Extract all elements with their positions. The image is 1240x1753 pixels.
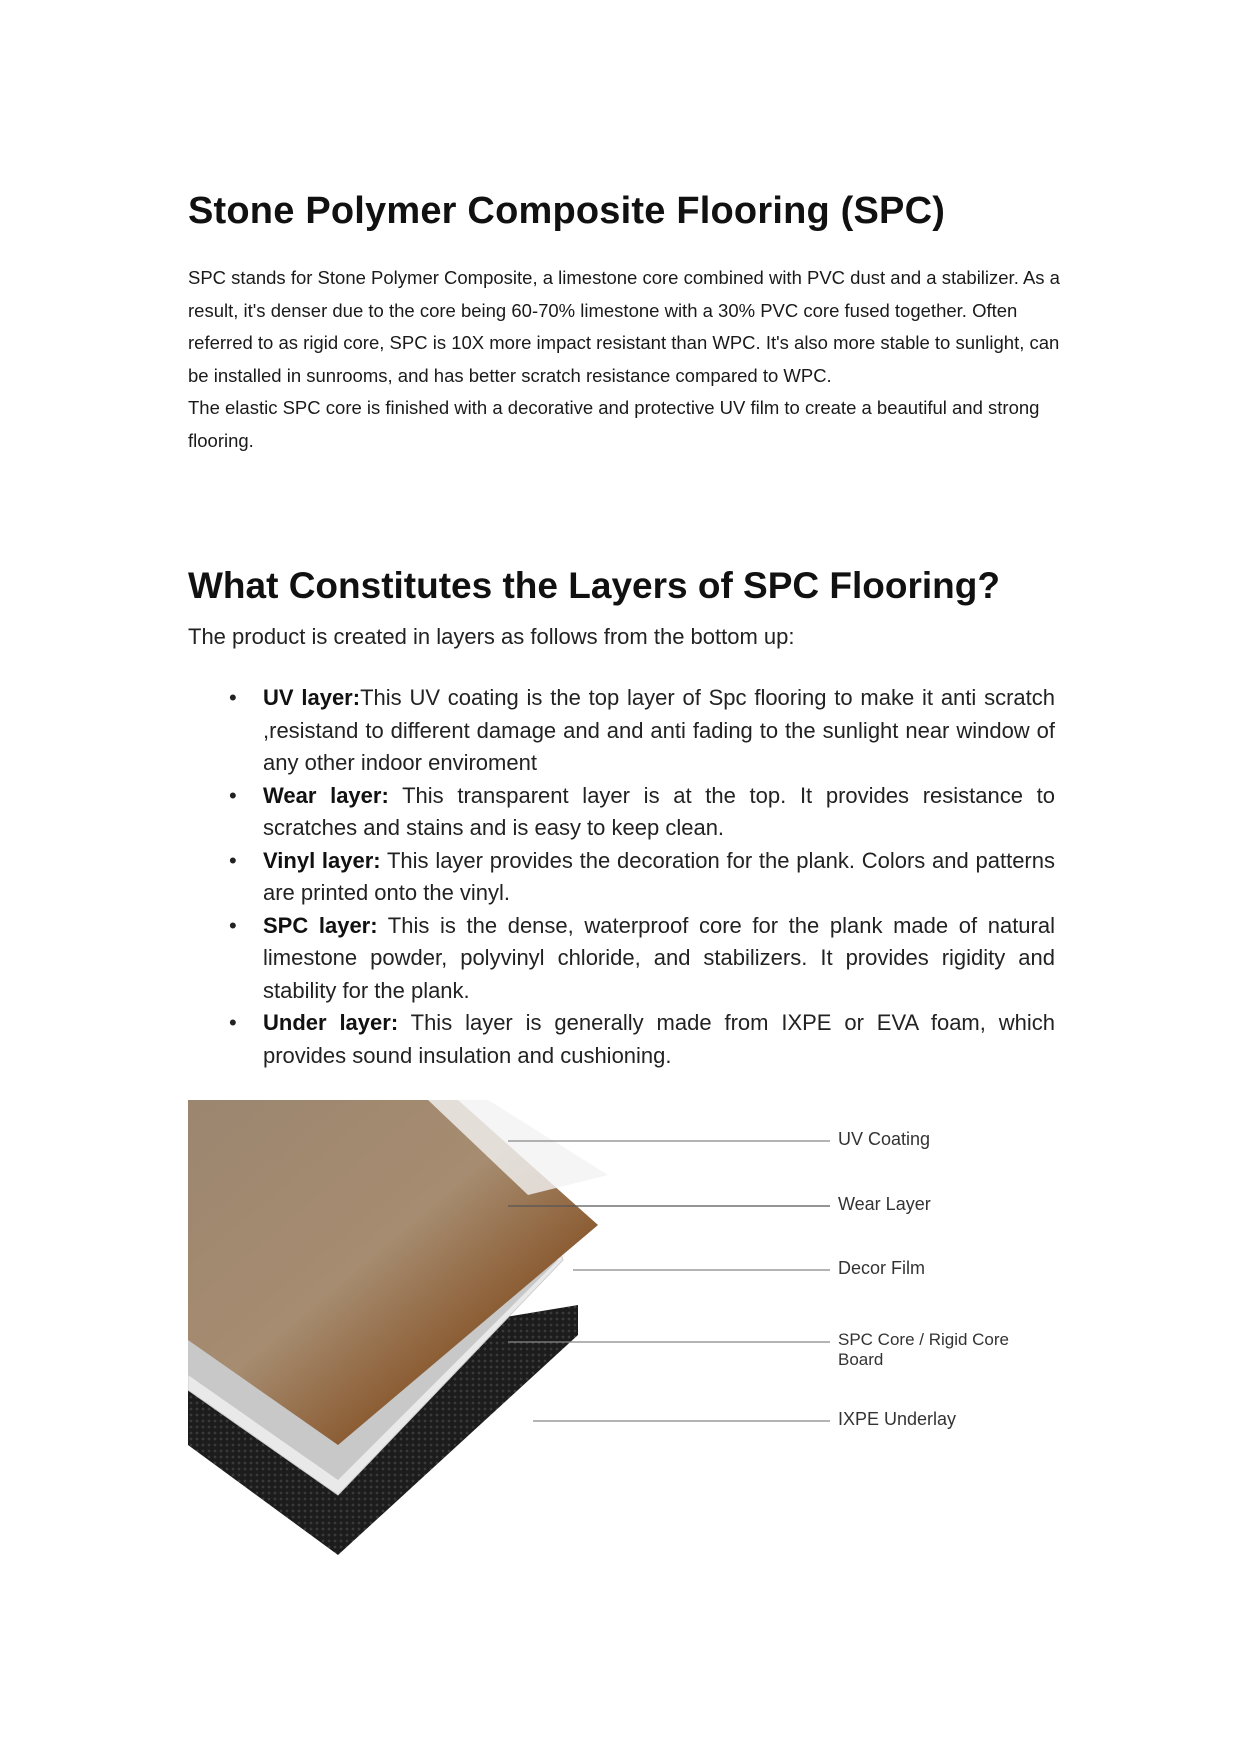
layer-name: Under layer: — [263, 1010, 399, 1035]
bullet-icon: • — [229, 782, 237, 808]
label-uv-coating: UV Coating — [838, 1129, 931, 1149]
list-item — [229, 780, 1055, 845]
section-heading: What Constitutes the Layers of SPC Flooring? — [188, 565, 1000, 606]
bullet-icon: • — [229, 1010, 237, 1035]
intro-body — [188, 262, 1068, 458]
layer-desc: This layer provides the decoration for the plank. Colors and patterns are printed onto the vinyl. — [263, 847, 1055, 905]
label-wear-layer: Wear Layer — [838, 1194, 931, 1214]
layer-name: Wear layer: — [263, 782, 389, 808]
layer-desc: This UV coating is the top layer of Spc flooring to make it anti scratch ,resistand to different damage and and anti fading to the sunlight near window of any other indoor enviroment — [263, 685, 1056, 775]
layers-intro: The product is created in layers as follows from the bottom up: — [188, 624, 795, 649]
layer-desc: This layer is generally made from IXPE or EVA foam, which provides sound insulation and cushioning. — [263, 1010, 1055, 1068]
label-ixpe-underlay: IXPE Underlay — [838, 1409, 957, 1429]
paragraph: SPC stands for Stone Polymer Composite, a limestone core combined with PVC dust and a stabilizer. As a result, it's denser due to the core being 60-70% limestone with a 30% PVC core fused together. Often referred to as rigid core, SPC is 10X more impact resistant than WPC. It's also more stable to sunlight, can be installed in sunrooms, and has better scratch resistance compared to WPC. — [188, 267, 1060, 386]
paragraph: The elastic SPC core is finished with a decorative and protective UV film to create a beautiful and strong flooring. — [188, 397, 1040, 451]
page-title: Stone Polymer Composite Flooring (SPC) — [188, 190, 946, 232]
label-decor-film: Decor Film — [838, 1258, 926, 1278]
layer-name: UV layer: — [263, 685, 361, 710]
layer-name: Vinyl layer: — [263, 847, 381, 873]
list-item — [229, 910, 1055, 1008]
list-item — [229, 682, 1055, 780]
list-item — [229, 845, 1055, 910]
layer-desc: This transparent layer is at the top. It provides resistance to scratches and stains and is easy to keep clean. — [263, 782, 1055, 840]
layer-name: SPC layer: — [263, 912, 378, 938]
bullet-icon: • — [229, 685, 237, 710]
label-spc-core: SPC Core / Rigid Core Board — [838, 1330, 1010, 1369]
layers-list — [229, 682, 1055, 1072]
bullet-icon: • — [229, 912, 237, 938]
list-item — [229, 1007, 1055, 1072]
bullet-icon: • — [229, 847, 237, 873]
layer-desc: This is the dense, waterproof core for the plank made of natural limestone powder, polyvinyl chloride, and stabilizers. It provides rigidity and stability for the plank. — [263, 912, 1055, 1003]
spc-layers-diagram — [188, 1100, 1058, 1560]
